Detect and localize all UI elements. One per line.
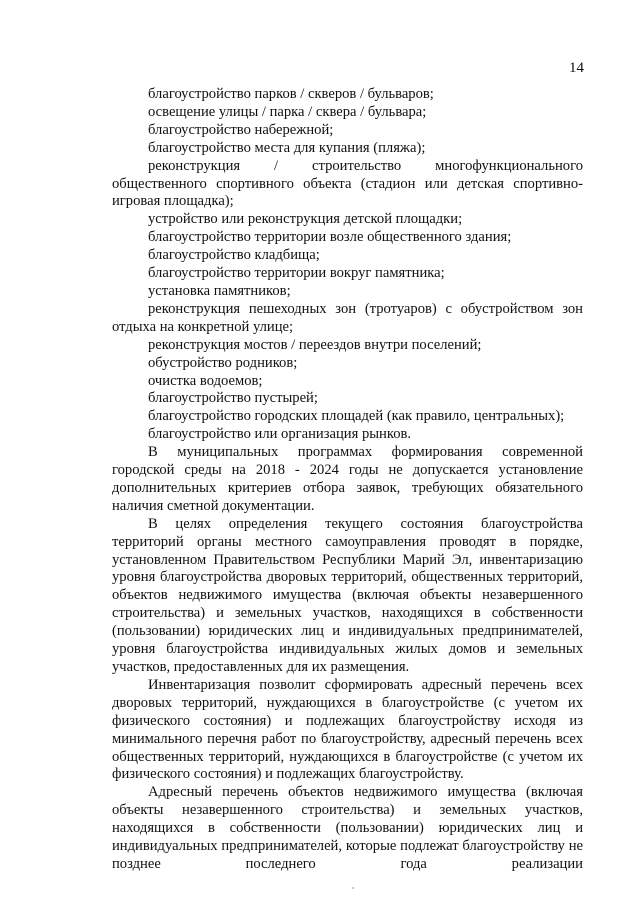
list-item: благоустройство территории возле общественного здания; [148,229,512,246]
page-number: 14 [569,60,584,76]
list-item: благоустройство или организация рынков. [148,426,412,443]
list-item: освещение улицы / парка / сквера / бульвара; [148,103,427,120]
list-item: благоустройство парков / скверов / бульваров; [148,86,434,102]
list-item: реконструкция пешеходных зон (тротуаров) с обустройством зон отдыха на конкретной улице; [112,300,583,335]
paragraph: Инвентаризация позволит сформировать адресный перечень всех дворовых территорий, нуждающихся в благоустройстве (с учетом их физического состояния) и подлежащих благоустройству исходя из минимального перечня работ по благоустройству, адресный перечень всех общественных территорий, нуждающихся в благоустройстве (с учетом их физического состояния) и подлежащих благоустройству. [112,676,583,783]
list-item: благоустройство пустырей; [148,390,318,407]
paragraph: В целях определения текущего состояния благоустройства территорий органы местного самоуправления проводят в порядке, установленном Правительством Республики Марий Эл, инвентаризацию уровня благоустройства дворовых территорий, общественных территорий, объектов недвижимого имущества (включая объекты незавершенного строительства) и земельных участков, находящихся в собственности (пользовании) юридических лиц и индивидуальных предпринимателей, уровня благоустройства индивидуальных жилых домов и земельных участков, предоставленных для их размещения. [112,515,583,675]
paragraph: В муниципальных программах формирования современной городской среды на 2018 - 2024 годы не допускается установление дополнительных критериев отбора заявок, требующих обязательного наличия сметной документации. [112,444,583,514]
list-item: устройство или реконструкция детской площадки; [148,211,463,228]
list-item: установка памятников; [148,282,291,299]
list-item: реконструкция / строительство многофункционального общественного спортивного объекта (стадион или детская спортивно-игровая площадка); [112,157,583,210]
document-body [112,86,583,874]
list-item: очистка водоемов; [148,372,263,389]
paragraph: Адресный перечень объектов недвижимого имущества (включая объекты незавершенного строительства) и земельных участков, находящихся в собственности (пользовании) юридических лиц и индивидуальных предпринимателей, которые подлежат благоустройству не позднее последнего года реализации [112,784,583,872]
list-item: благоустройство набережной; [148,121,334,138]
scan-speck [352,887,354,889]
list-item: благоустройство территории вокруг памятника; [148,265,445,282]
list-item: благоустройство места для купания (пляжа); [148,139,426,156]
list-item: обустройство родников; [148,354,298,371]
list-item: реконструкция мостов / переездов внутри поселений; [148,336,482,353]
list-item: благоустройство кладбища; [148,247,320,264]
list-item: благоустройство городских площадей (как правило, центральных); [148,408,565,425]
